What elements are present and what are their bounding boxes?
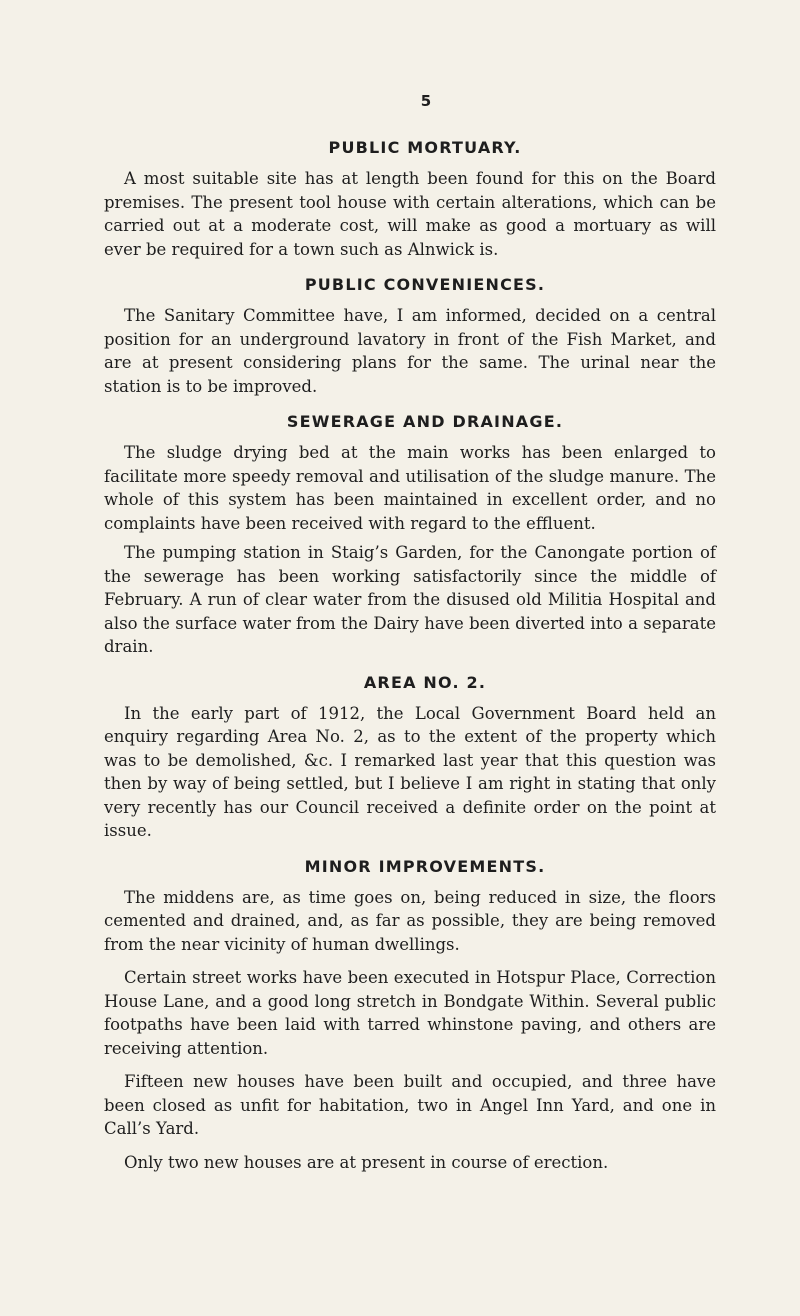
paragraph: Only two new houses are at present in course of erection. [124,1152,609,1172]
paragraph: The Sanitary Committee have, I am informed, decided on a central position for an underground lavatory in front of the Fish Market, and are at present considering plans for the same. The urinal near the station is to be improved. [104,306,716,396]
section-heading: PUBLIC MORTUARY. [328,138,522,157]
paragraph: Fifteen new houses have been built and occupied, and three have been closed as unfit for habitation, two in Angel Inn Yard, and one in Call’s Yard. [104,1072,716,1138]
paragraph: A most suitable site has at length been found for this on the Board premises. The present tool house with certain alterations, which can be carried out at a moderate cost, will make as good a mortuary as will ever be required for a town such as Alnwick is. [104,169,716,259]
section-heading: AREA NO. 2. [363,672,487,692]
section-heading: SEWERAGE AND DRAINAGE. [286,412,564,431]
paragraph: In the early part of 1912, the Local Government Board held an enquiry regarding Area No. 2, as to the extent of the property which was to be demolished, &c. I remarked last year that this question was then by way of being settled, but I believe I am right in stating that only very recently has our Council received a definite order on the point at issue. [104,703,716,840]
document-page [104,92,716,1180]
section-public-conveniences [104,275,716,398]
paragraph: Certain street works have been executed in Hotspur Place, Correction House Lane, and a good long stretch in Bondgate Within. Several public footpaths have been laid with tarred whinstone paving, and others are receiving attention. [104,968,716,1058]
section-public-mortuary [104,138,716,261]
section-heading: MINOR IMPROVEMENTS. [304,856,546,876]
paragraph: The middens are, as time goes on, being reduced in size, the floors cemented and drained, and, as far as possible, they are being removed from the near vicinity of human dwellings. [104,887,716,954]
page-number: 5 [420,92,432,110]
paragraph: The sludge drying bed at the main works has been enlarged to facilitate more speedy removal and utilisation of the sludge manure. The whole of this system has been maintained in excellent order, and no complaints have been received with regard to the effluent. [104,443,716,533]
section-sewerage-and-drainage [104,412,716,659]
paragraph: The pumping station in Staig’s Garden, for the Canongate portion of the sewerage has been working satisfactorily since the middle of February. A run of clear water from the disused old Militia Hospital and also the surface water from the Dairy have been diverted into a separate drain. [104,543,716,656]
section-area-no-2 [104,673,716,843]
section-heading: PUBLIC CONVENIENCES. [304,275,546,294]
section-minor-improvements [104,857,716,1175]
